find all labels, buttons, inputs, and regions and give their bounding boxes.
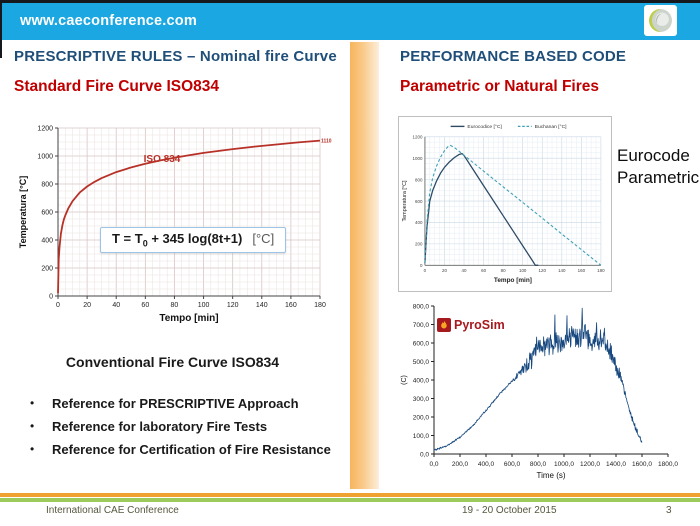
bullet-text: Reference for laboratory Fire Tests — [52, 419, 268, 434]
svg-text:1600,0: 1600,0 — [632, 461, 652, 468]
list-item — [30, 415, 348, 438]
footer-conference-name: International CAE Conference — [46, 505, 179, 516]
svg-text:20: 20 — [442, 268, 447, 274]
svg-text:1200,0: 1200,0 — [580, 461, 600, 468]
svg-text:0: 0 — [419, 263, 423, 269]
svg-text:600,0: 600,0 — [503, 461, 521, 468]
right-section-subtitle: Parametric or Natural Fires — [400, 78, 600, 95]
bullet-text: Reference for PRESCRIPTIVE Approach — [52, 396, 299, 411]
svg-text:Temperatura [°C]: Temperatura [°C] — [402, 180, 409, 222]
pyrosim-flame-icon — [437, 318, 451, 332]
iso834-chart — [12, 118, 334, 333]
svg-text:100: 100 — [197, 302, 210, 309]
cae-logo — [644, 5, 677, 36]
svg-text:140: 140 — [255, 302, 268, 309]
footer-stripe-green — [0, 498, 700, 502]
svg-text:600: 600 — [415, 198, 423, 204]
svg-text:Tempo [min]: Tempo [min] — [159, 313, 219, 324]
svg-text:0,0: 0,0 — [429, 461, 439, 468]
slide-left-edge — [0, 0, 2, 58]
svg-text:1400,0: 1400,0 — [606, 461, 626, 468]
svg-text:Tempo [min]: Tempo [min] — [493, 277, 532, 285]
formula-units: [°C] — [252, 231, 275, 246]
svg-text:120: 120 — [226, 302, 239, 309]
svg-text:200,0: 200,0 — [412, 414, 429, 422]
svg-text:400: 400 — [415, 220, 423, 226]
svg-text:400: 400 — [41, 237, 53, 245]
svg-text:1800,0: 1800,0 — [658, 461, 678, 468]
left-section-subtitle: Standard Fire Curve ISO834 — [14, 78, 220, 95]
svg-text:0: 0 — [423, 268, 427, 274]
svg-text:1200: 1200 — [412, 134, 423, 140]
bullet-text: Reference for Certification of Fire Resistance — [52, 442, 331, 457]
svg-text:60: 60 — [481, 268, 487, 274]
svg-text:800,0: 800,0 — [529, 461, 547, 468]
formula-rhs: + 345 log(8t+1) — [147, 231, 243, 246]
formula-lhs: T = T — [112, 231, 143, 246]
cae-globe-icon — [648, 8, 673, 33]
bullet-list — [30, 392, 348, 461]
svg-text:40: 40 — [461, 268, 467, 274]
list-item — [30, 438, 348, 461]
svg-text:1110: 1110 — [321, 138, 332, 145]
footer-stripe-orange — [0, 493, 700, 497]
svg-text:1000: 1000 — [37, 153, 53, 161]
svg-text:1000: 1000 — [412, 155, 423, 161]
conference-url[interactable]: www.caeconference.com — [20, 13, 197, 29]
right-section-title: PERFORMANCE BASED CODE — [400, 48, 627, 65]
svg-text:200: 200 — [41, 265, 53, 273]
svg-text:80: 80 — [170, 302, 179, 309]
column-divider — [350, 42, 379, 489]
header-bar — [0, 3, 700, 40]
svg-text:500,0: 500,0 — [412, 358, 429, 366]
bullet-icon: • — [30, 419, 35, 433]
formula-subscript: 0 — [142, 238, 148, 249]
svg-text:60: 60 — [141, 302, 150, 309]
iso834-caption: Conventional Fire Curve ISO834 — [65, 354, 280, 370]
svg-text:20: 20 — [83, 302, 92, 309]
svg-text:(C): (C) — [401, 375, 408, 385]
svg-text:Temperatura [°C]: Temperatura [°C] — [18, 175, 28, 249]
svg-text:1200: 1200 — [37, 125, 53, 133]
eurocode-annotation: Eurocode Parametric — [617, 146, 700, 188]
svg-text:120: 120 — [538, 268, 546, 274]
page-number: 3 — [666, 505, 672, 516]
svg-text:160: 160 — [577, 268, 586, 274]
svg-text:Time (s): Time (s) — [536, 471, 566, 480]
parametric-chart — [398, 116, 612, 292]
footer-date: 19 - 20 October 2015 — [462, 505, 557, 516]
svg-text:400,0: 400,0 — [477, 461, 495, 468]
svg-text:100,0: 100,0 — [412, 432, 429, 440]
svg-text:40: 40 — [112, 302, 121, 309]
left-section-title: PRESCRIPTIVE RULES – Nominal fire Curve — [14, 48, 337, 65]
svg-text:180: 180 — [314, 302, 326, 309]
pyrosim-logo — [437, 318, 505, 332]
list-item — [30, 392, 348, 415]
svg-text:0: 0 — [56, 302, 60, 309]
svg-text:200,0: 200,0 — [451, 461, 469, 468]
bullet-icon: • — [30, 396, 35, 410]
svg-text:400,0: 400,0 — [412, 377, 429, 385]
svg-text:0: 0 — [49, 293, 53, 301]
bullet-icon: • — [30, 442, 35, 456]
svg-text:100: 100 — [518, 268, 527, 274]
svg-text:180: 180 — [597, 268, 605, 274]
svg-text:140: 140 — [558, 268, 566, 274]
slide-top-edge — [0, 0, 700, 3]
svg-text:300,0: 300,0 — [412, 395, 429, 403]
svg-text:Eurocodice [°C]: Eurocodice [°C] — [467, 125, 502, 131]
svg-text:200: 200 — [415, 241, 423, 247]
svg-text:800: 800 — [41, 181, 53, 189]
iso834-formula — [100, 227, 286, 253]
svg-text:Buchanan [°C]: Buchanan [°C] — [534, 125, 567, 131]
svg-text:160: 160 — [285, 302, 297, 309]
svg-text:0,0: 0,0 — [419, 451, 429, 459]
pyrosim-wordmark: PyroSim — [454, 318, 505, 332]
svg-text:800: 800 — [415, 177, 423, 183]
svg-text:600: 600 — [41, 209, 53, 217]
svg-text:700,0: 700,0 — [412, 321, 429, 329]
svg-text:ISO 834: ISO 834 — [143, 154, 181, 165]
svg-text:800,0: 800,0 — [412, 303, 429, 311]
svg-text:1000,0: 1000,0 — [554, 461, 574, 468]
svg-text:600,0: 600,0 — [412, 340, 429, 348]
svg-text:80: 80 — [500, 268, 506, 274]
